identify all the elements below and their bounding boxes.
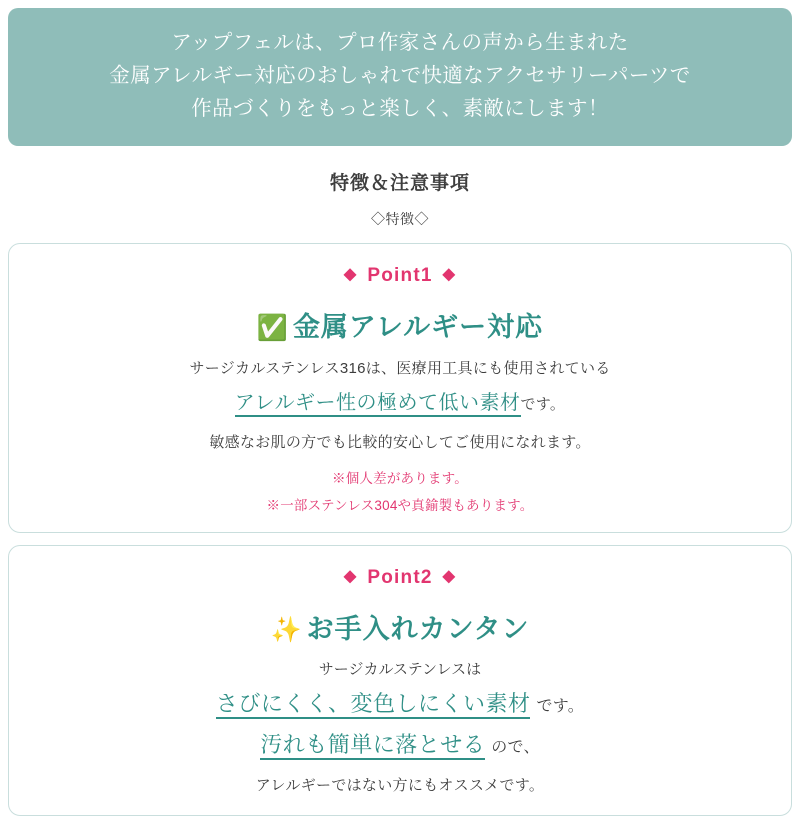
point1-card	[8, 243, 792, 533]
section-title: 特徴＆注意事項	[329, 172, 470, 194]
hero-line-2: 金属アレルギー対応のおしゃれで快適なアクセサリーパーツで	[109, 64, 691, 88]
point2-label	[25, 566, 775, 589]
page-root	[0, 8, 800, 808]
point1-headline	[25, 305, 775, 344]
point1-label	[25, 264, 775, 287]
point2-highlight-2-suffix: ので、	[491, 738, 540, 756]
point2-highlight-row-2	[25, 728, 775, 761]
diamond-right-icon: ◆	[442, 265, 457, 283]
point2-headline	[25, 607, 775, 646]
hero-banner	[8, 8, 792, 146]
point1-highlight-1-suffix: です。	[520, 396, 566, 414]
point2-highlight-2: 汚れも簡単に落とせる	[260, 732, 485, 760]
point2-highlight-1-suffix: です。	[536, 697, 585, 715]
point1-body-line-2: 敏感なお肌の方でも比較的安心してご使用になれます。	[209, 434, 591, 452]
sparkles-icon: ✨	[270, 615, 303, 644]
hero-line-3: 作品づくりをもっと楽しく、素敵にします！	[191, 97, 609, 121]
point2-card	[8, 545, 792, 816]
point2-label-text: Point2	[367, 566, 433, 588]
point1-headline-text: 金属アレルギー対応	[292, 311, 544, 342]
point2-body-line-2: アレルギーではない方にもオススメです。	[255, 776, 545, 794]
point1-label-text: Point1	[367, 264, 433, 286]
check-mark-icon: ✅	[256, 313, 289, 342]
point1-highlight-1: アレルギー性の極めて低い素材	[235, 392, 521, 417]
point2-body-line-1: サージカルステンレスは	[318, 660, 482, 678]
diamond-left-icon: ◆	[343, 567, 358, 585]
diamond-left-icon: ◆	[343, 265, 358, 283]
point2-highlight-row-1	[25, 687, 775, 720]
diamond-right-icon: ◆	[442, 567, 457, 585]
point2-highlight-1: さびにくく、変色しにくい素材	[216, 691, 531, 719]
point1-highlight-row	[25, 388, 775, 418]
point1-note-2: ※一部ステンレス304や真鍮製もあります。	[266, 497, 534, 513]
point2-headline-text: お手入れカンタン	[306, 613, 530, 644]
point1-body-line-1: サージカルステンレス316は、医療用工具にも使用されている	[189, 359, 611, 377]
section-subtitle: ◇特徴◇	[371, 210, 429, 227]
point1-note-1: ※個人差があります。	[332, 470, 468, 486]
hero-line-1: アップフェルは、プロ作家さんの声から生まれた	[171, 31, 629, 54]
